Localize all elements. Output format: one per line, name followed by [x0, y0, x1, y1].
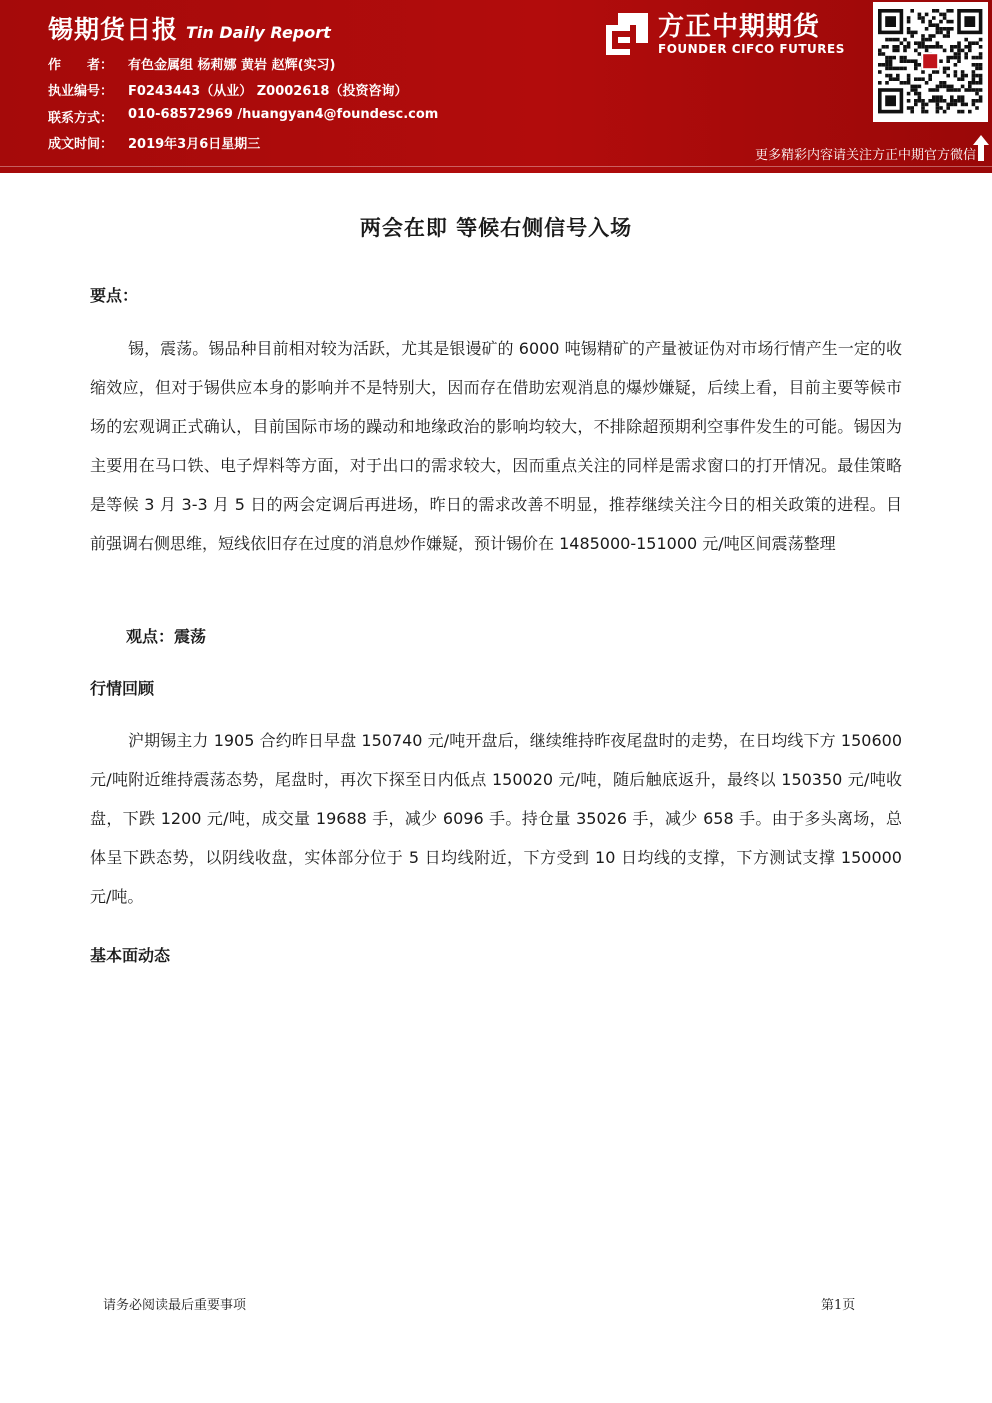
fundamentals-heading: 基本面动态: [90, 946, 171, 965]
footer-notice: 请务必阅读最后重要事项: [103, 1298, 247, 1313]
author-value: 有色金属组 杨莉娜 黄岩 赵辉(实习): [128, 58, 336, 73]
report-title: [48, 10, 331, 46]
founder-logo-icon: [604, 11, 650, 57]
cert-value: F0243443（从业） Z0002618（投资咨询）: [128, 84, 408, 99]
contact-label: 联系方式：: [48, 111, 114, 126]
cert-label: 执业编号：: [48, 84, 114, 99]
qr-code-icon: [873, 2, 988, 122]
article-title: 两会在即 等候右侧信号入场: [359, 216, 633, 240]
logo-text-cn: 方正中期期货: [658, 12, 821, 42]
market-review-paragraph: 沪期锡主力 1905 合约昨日早盘 150740 元/吨开盘后，继续维持昨夜尾盘时的走势，在日均线下方 150600 元/吨附近维持震荡态势，尾盘时，再次下探至日内低点 150020 元/吨，随后触底返升，最终以 150350 元/吨收盘，下跌 1200 元/吨，成交量 19688 手，减少 6096 手。持仓量 35026 手，减少 658 手。由于多头离场，总体呈下跌态势，以阴线收盘，实体部分位于 5 日均线附近，下方受到 10 日均线的支撑，下方测试支撑 150000 元/吨。: [90, 731, 902, 906]
author-row: [48, 54, 335, 73]
key-points-paragraph: 锡，震荡。锡品种目前相对较为活跃，尤其是银谩矿的 6000 吨锡精矿的产量被证伪对市场行情产生一定的收缩效应，但对于锡供应本身的影响并不是特别大，因而存在借助宏观消息的爆炒嫌疑，后续上看，目前主要等候市场的宏观调正式确认，目前国际市场的躁动和地缘政治的影响均较大，不排除超预期利空事件发生的可能。锡因为主要用在马口铁、电子焊料等方面，对于出口的需求较大，因而重点关注的同样是需求窗口的打开情况。最佳策略是等候 3 月 3-3 月 5 日的两会定调后再进场，昨日的需求改善不明显，推荐继续关注今日的相关政策的进程。目前强调右侧思维，短线依旧存在过度的消息炒作嫌疑，预计锡价在 1485000-151000 元/吨区间震荡整理: [90, 339, 902, 553]
date-label: 成文时间：: [48, 137, 114, 152]
date-value: 2019年3月6日星期三: [128, 137, 261, 152]
report-title-en: Tin Daily Report: [186, 23, 331, 42]
author-label: 作 者：: [48, 58, 114, 73]
up-arrow-icon: [972, 134, 990, 162]
date-row: [48, 133, 260, 152]
contact-row: [48, 107, 438, 126]
page-number: 第1页: [821, 1298, 856, 1313]
company-logo: [604, 6, 866, 62]
contact-value[interactable]: 010-68572969 /huangyan4@foundesc.com: [128, 107, 439, 122]
market-review-heading: 行情回顾: [90, 679, 155, 698]
key-points-heading: 要点：: [90, 286, 139, 305]
cert-row: [48, 80, 407, 99]
view-line: 观点：震荡: [126, 627, 207, 646]
header-divider: [0, 166, 992, 167]
report-header: [0, 0, 992, 173]
report-title-cn: 锡期货日报: [48, 15, 179, 44]
follow-wechat-text: 更多精彩内容请关注方正中期官方微信: [754, 148, 976, 163]
wechat-qr-code: [873, 2, 988, 122]
logo-text-en: FOUNDER CIFCO FUTURES: [658, 42, 845, 56]
